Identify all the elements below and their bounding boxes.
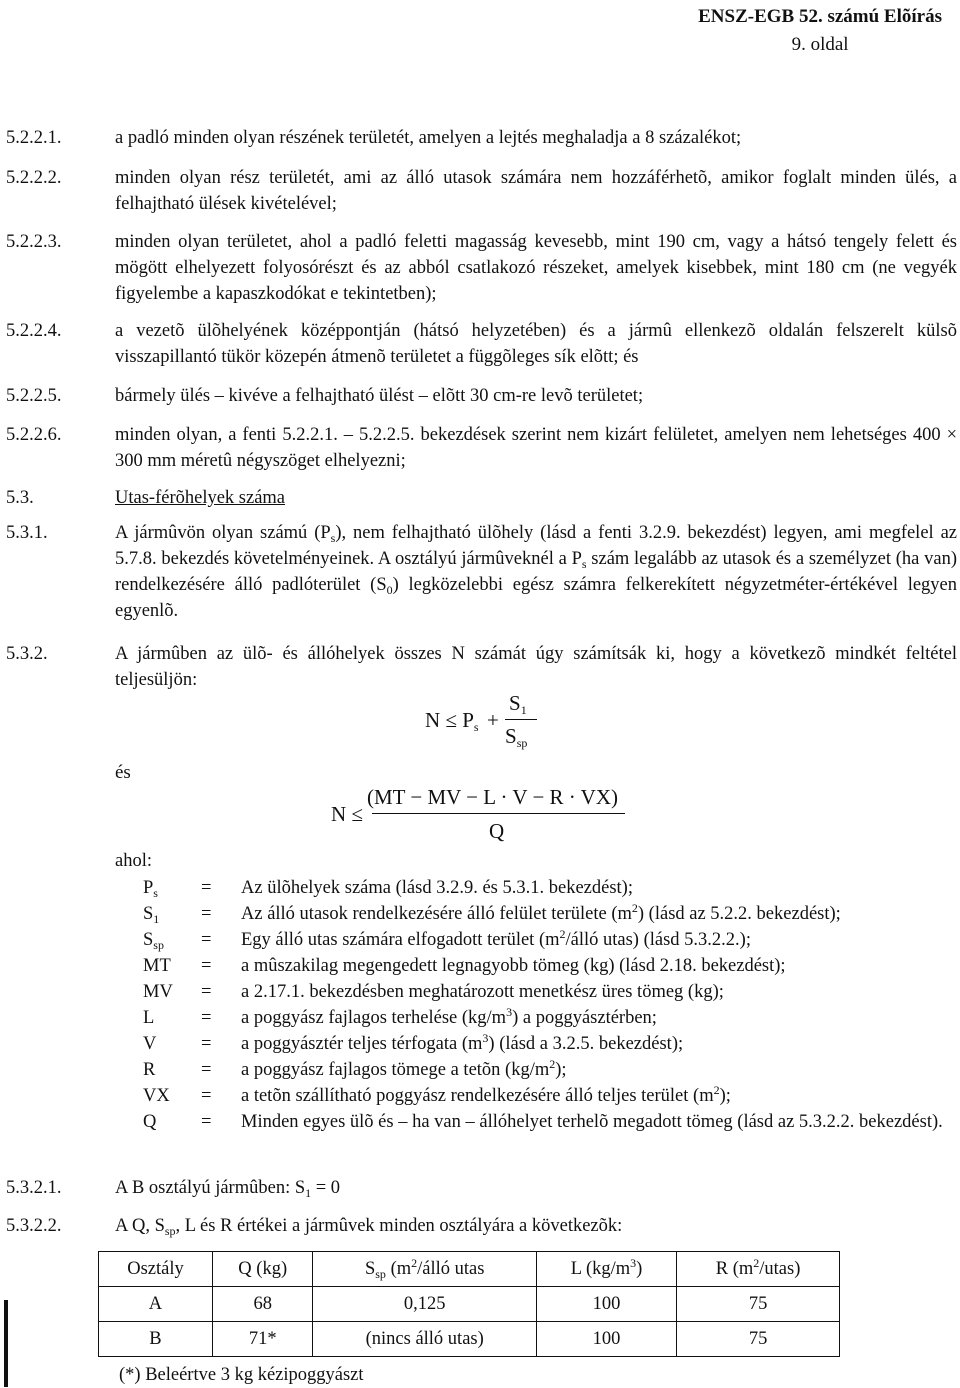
table-header-cell: Q (kg) <box>212 1252 313 1287</box>
table-header-cell: L $(kg/m^3)$ <box>536 1252 676 1287</box>
equals-sign: = <box>201 1034 212 1054</box>
table-header-cell: R $(m^2/utas)$ <box>677 1252 840 1287</box>
definition-symbol: VX <box>143 1086 170 1106</box>
table-footnote: (*) Beleértve 3 kg kézipoggyászt <box>119 1365 364 1385</box>
section-number: 5.3. <box>6 488 34 508</box>
definition-text: a poggyász fajlagos tömege a tetõn $(kg/m^2)$; <box>241 1057 567 1080</box>
paragraph-text: minden olyan rész területét, ami az álló utasok számára nem hozzáférhetõ, amikor foglalt minden ülés, a felhajtható ülések kivételével; <box>115 168 957 214</box>
definition-symbol: $P_s$ <box>143 878 158 900</box>
definition-text: Az ülõhelyek száma (lásd 3.2.9. és 5.3.1. bekezdést); <box>241 878 633 898</box>
document-title: ENSZ-EGB 52. számú Elõírás <box>698 6 942 27</box>
definition-symbol: Q <box>143 1112 157 1132</box>
paragraph-number: 5.2.2.5. <box>6 386 62 406</box>
equals-sign: = <box>201 904 212 924</box>
paragraph-number: 5.2.2.3. <box>6 232 62 252</box>
paragraph-number: 5.3.2.2. <box>6 1216 62 1236</box>
table-cell: 100 <box>536 1287 676 1322</box>
margin-bar <box>4 1300 8 1387</box>
formula-lhs: $N \le P_s$ <box>425 708 479 734</box>
definition-text: a poggyásztér teljes térfogata $(m^3)$ (lásd a 3.2.5. bekezdést); <box>241 1031 684 1054</box>
equals-sign: = <box>201 1112 212 1132</box>
page-number: 9. oldal <box>791 34 849 55</box>
paragraph-text: a vezetõ ülõhelyének középpontján (hátsó helyzetében) és a jármû ellenkezõ oldalán felszerelt külsõ visszapillantó tükör közepén átmenõ területet a függõleges sík elõtt; és <box>115 321 957 367</box>
paragraph-number: 5.2.2.6. <box>6 425 62 445</box>
table-cell: 68 <box>212 1287 313 1322</box>
paragraph-text: bármely ülés – kivéve a felhajtható ülést – elõtt 30 cm-re levõ területet; <box>115 386 644 406</box>
formula2-lhs: N ≤ <box>331 802 363 826</box>
definition-symbol: MV <box>143 982 173 1002</box>
equals-sign: = <box>201 1060 212 1080</box>
paragraph-number: 5.3.2.1. <box>6 1178 62 1198</box>
paragraph-text: A jármûben az ülõ- és állóhelyek összes N számát úgy számítsák ki, hogy a következõ mindkét feltétel teljesüljön: <box>115 644 957 690</box>
paragraph-number: 5.2.2.1. <box>6 128 62 148</box>
conjunction-text: és <box>115 762 131 783</box>
equals-sign: = <box>201 1008 212 1028</box>
table-cell: 100 <box>536 1322 676 1357</box>
definition-symbol: MT <box>143 956 171 976</box>
formula2-numerator: (MT − MV − L · V − R · VX) <box>367 785 618 809</box>
table-header-row <box>99 1252 840 1287</box>
table-cell: 75 <box>677 1322 840 1357</box>
paragraph-number: 5.3.1. <box>6 523 48 543</box>
definition-symbol: L <box>143 1008 155 1028</box>
table-cell: B <box>99 1322 213 1357</box>
where-label: ahol: <box>115 851 152 871</box>
table-cell: A <box>99 1287 213 1322</box>
definition-text: Az álló utasok rendelkezésére álló felület területe $(m^2)$ (lásd az 5.2.2. bekezdést); <box>241 901 841 924</box>
definition-text: a poggyász fajlagos terhelése $(kg/m^3)$ a poggyásztérben; <box>241 1005 657 1028</box>
table-cell: 75 <box>677 1287 840 1322</box>
equals-sign: = <box>201 956 212 976</box>
paragraph-text: a padló minden olyan részének területét, amelyen a lejtés meghaladja a 8 százalékot; <box>115 128 742 148</box>
definition-text: Minden egyes ülõ és – ha van – állóhelyet terhelõ megadott tömeg (lásd az 5.3.2.2. bekezdést). <box>241 1112 943 1132</box>
table-header-cell: Osztály <box>99 1252 213 1287</box>
definition-text: a tetõn szállítható poggyász rendelkezésére álló teljes terület $(m^2)$; <box>241 1083 731 1106</box>
formula-numerator: $S_1$ <box>509 691 527 717</box>
definition-symbol: $S_{sp}$ <box>143 930 164 952</box>
fraction-bar <box>372 813 625 814</box>
definition-text: a 2.17.1. bekezdésben meghatározott menetkész üres tömeg (kg); <box>241 982 724 1002</box>
definition-text: a mûszakilag megengedett legnagyobb tömeg (kg) (lásd 2.18. bekezdést); <box>241 956 786 976</box>
paragraph-number: 5.2.2.2. <box>6 168 62 188</box>
definition-symbol: R <box>143 1060 156 1080</box>
equals-sign: = <box>201 878 212 898</box>
formula-denominator: $S_{sp}$ <box>505 724 528 750</box>
table-cell: 71* <box>212 1322 313 1357</box>
definition-text: Egy álló utas számára elfogadott terület ($m^2$/álló utas) (lásd 5.3.2.2.); <box>241 927 751 950</box>
paragraph-number: 5.2.2.4. <box>6 321 62 341</box>
table-cell: (nincs álló utas) <box>313 1322 536 1357</box>
vehicle-class-table <box>98 1251 840 1357</box>
equals-sign: = <box>201 1086 212 1106</box>
paragraph-text: A jármûvön olyan számú $(P_s)$, nem felhajtható ülõhely (lásd a fenti 3.2.9. bekezdést) legyen, ami megfelel az 5.7.8. bekezdés követelményeinek. A osztályú jármûveknél a $P_s$ szám legalább az utasok és a személyzet (ha van) rendelkezésére álló padlóterület $(S_0)$ legközelebbi egész számra felkerekített négyzetméter-értékével legyen egyenlõ. <box>115 523 958 621</box>
fraction-bar <box>505 719 537 720</box>
table-row <box>99 1287 840 1322</box>
table-cell: 0,125 <box>313 1287 536 1322</box>
page-header <box>698 4 942 58</box>
definition-symbol: $S_1$ <box>143 904 160 926</box>
paragraph-text: A Q, $S_{sp}$, L és R értékei a jármûvek minden osztályára a következõk: <box>115 1216 623 1238</box>
paragraph-text: minden olyan, a fenti 5.2.2.1. – 5.2.2.5. bekezdések szerint nem kizárt felületet, amelyen nem lehetséges 400 × 300 mm méretû négyszöget elhelyezni; <box>115 425 957 471</box>
equals-sign: = <box>201 930 212 950</box>
equals-sign: = <box>201 982 212 1002</box>
formula2-denominator: Q <box>489 819 505 843</box>
formula-plus: + <box>487 708 499 732</box>
paragraph-number: 5.3.2. <box>6 644 48 664</box>
definition-symbol: V <box>143 1034 157 1054</box>
paragraph-text: A B osztályú jármûben: $S_1 = 0$ <box>115 1178 341 1200</box>
table-row <box>99 1322 840 1357</box>
section-title: Utas-férõhelyek száma <box>115 488 286 508</box>
paragraph-text: minden olyan területet, ahol a padló feletti magasság kevesebb, mint 190 cm, vagy a hátsó tengely felett és mögött elhelyezett folyosórészt és az abból csatlakozó részeket, amelyek kisebbek, mint 180 cm (ne vegyék figyelembe a kapaszkodókat e tekintetben); <box>115 232 957 304</box>
table-header-cell: $S_{sp}$ ($m^2$/álló utas <box>313 1252 536 1287</box>
